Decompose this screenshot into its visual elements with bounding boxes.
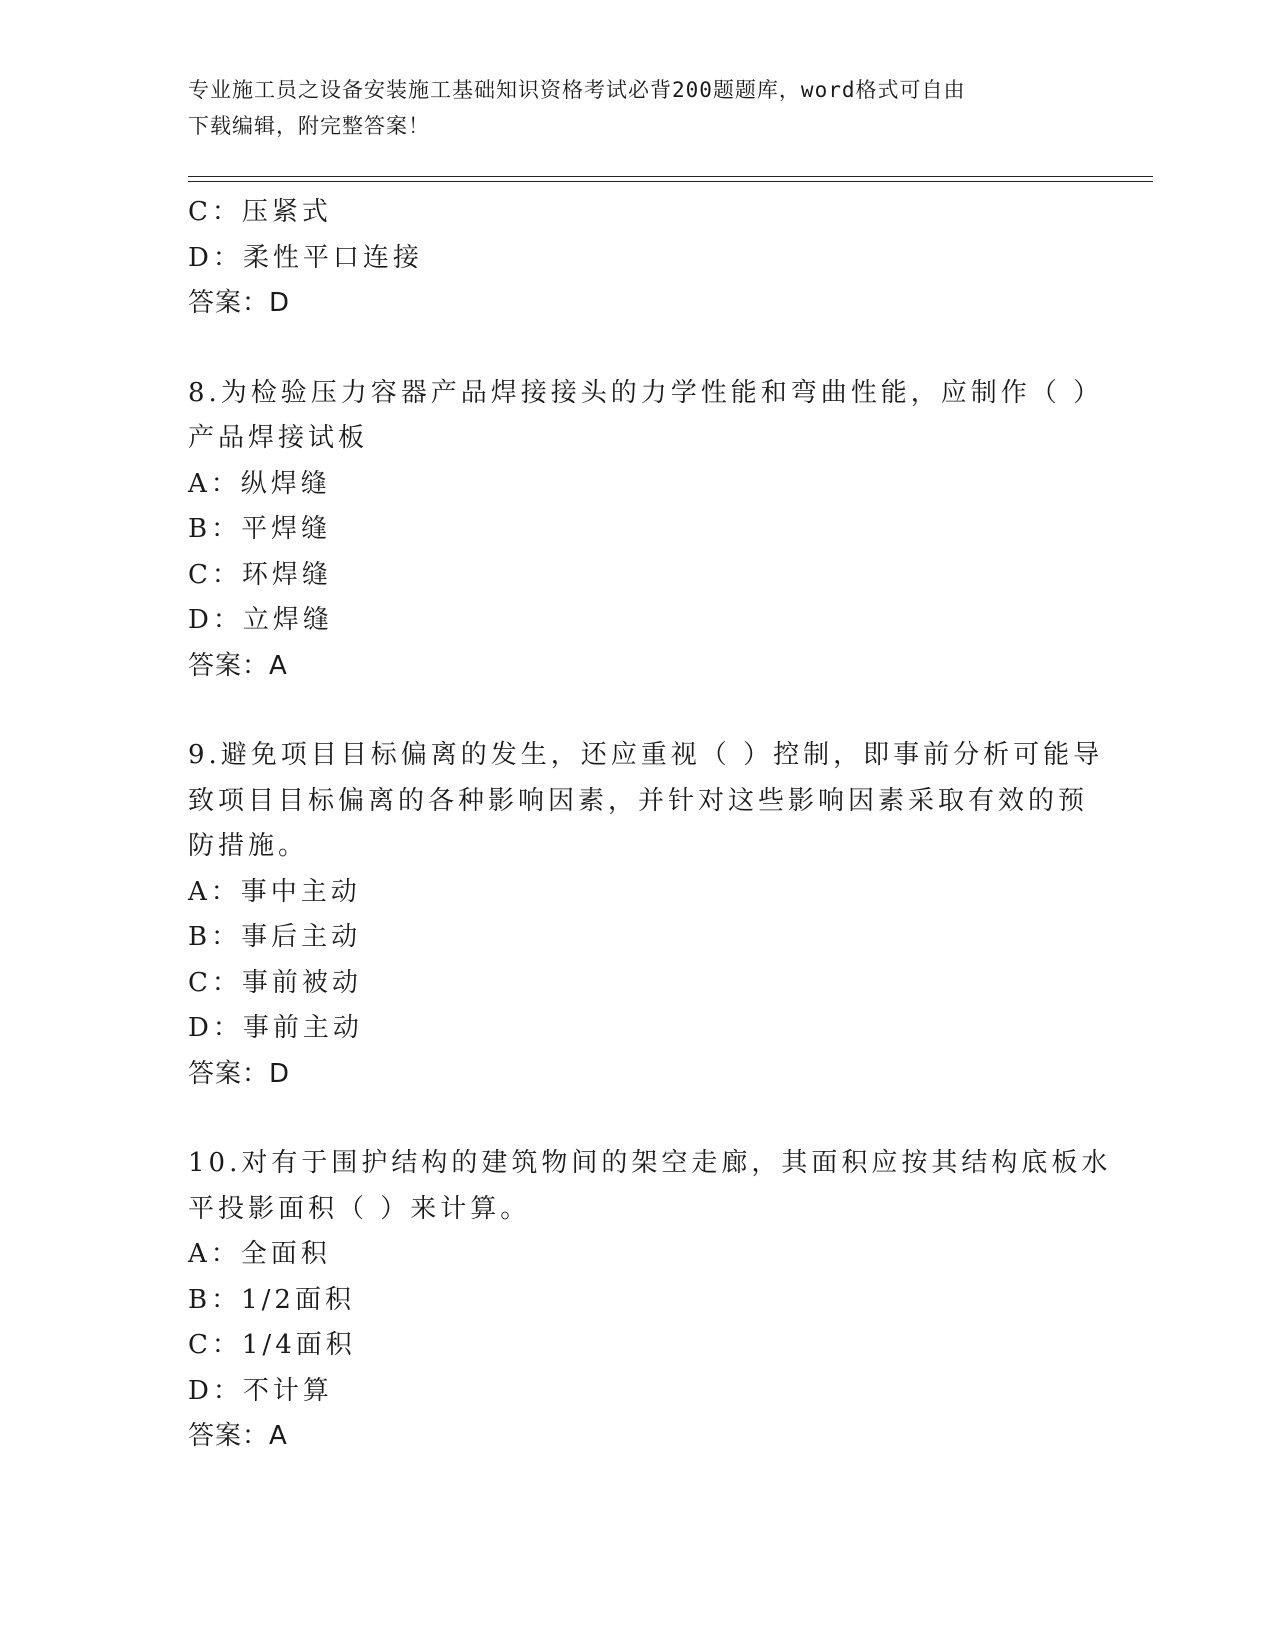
question-stem-line: 平投影面积（ ）来计算。 — [188, 1193, 531, 1224]
question-stem-line: 10.对有于围护结构的建筑物间的架空走廊，其面积应按其结构底板水 — [188, 1148, 1112, 1178]
header-line-1: 专业施工员之设备安装施工基础知识资格考试必背200题题库，word格式可自由 — [188, 78, 966, 102]
option-c: C：压紧式 — [188, 197, 332, 227]
answer-line: 答案：A — [188, 1421, 288, 1451]
header-divider-bottom — [188, 181, 1153, 182]
question-stem-line: 产品焊接试板 — [188, 423, 369, 453]
option-d: D：不计算 — [188, 1375, 333, 1406]
option-a: A：全面积 — [188, 1239, 331, 1269]
document-header — [188, 72, 1068, 144]
question-8 — [188, 371, 1104, 690]
header-line-2: 下载编辑，附完整答案！ — [188, 114, 430, 138]
question-10 — [188, 1141, 1112, 1460]
header-divider-top — [188, 176, 1153, 177]
option-a: A：事中主动 — [188, 876, 361, 907]
option-c: C：环焊缝 — [188, 559, 332, 590]
option-c: C：事前被动 — [188, 967, 362, 998]
question-stem-line: 9.避免项目目标偏离的发生，还应重视（ ）控制，即事前分析可能导 — [188, 740, 1104, 770]
option-b: B：1/2面积 — [188, 1284, 355, 1315]
question-stem-line: 8.为检验压力容器产品焊接接头的力学性能和弯曲性能，应制作（ ） — [188, 377, 1104, 408]
question-7-tail — [188, 190, 1088, 327]
option-d: D：事前主动 — [188, 1013, 363, 1043]
option-c: C：1/4面积 — [188, 1330, 356, 1360]
answer-line: 答案：A — [188, 650, 288, 681]
option-b: B：平焊缝 — [188, 514, 332, 544]
option-b: B：事后主动 — [188, 922, 362, 952]
option-d: D：柔性平口连接 — [188, 242, 423, 273]
question-list — [188, 190, 1112, 1460]
question-9 — [188, 733, 1104, 1097]
option-d: D：立焊缝 — [188, 605, 333, 635]
question-stem-line: 致项目目标偏离的各种影响因素，并针对这些影响因素采取有效的预 — [188, 785, 1089, 816]
question-stem-line: 防措施。 — [188, 831, 309, 861]
answer-line: 答案：D — [188, 288, 291, 318]
option-a: A：纵焊缝 — [188, 468, 331, 499]
answer-line: 答案：D — [188, 1058, 291, 1089]
